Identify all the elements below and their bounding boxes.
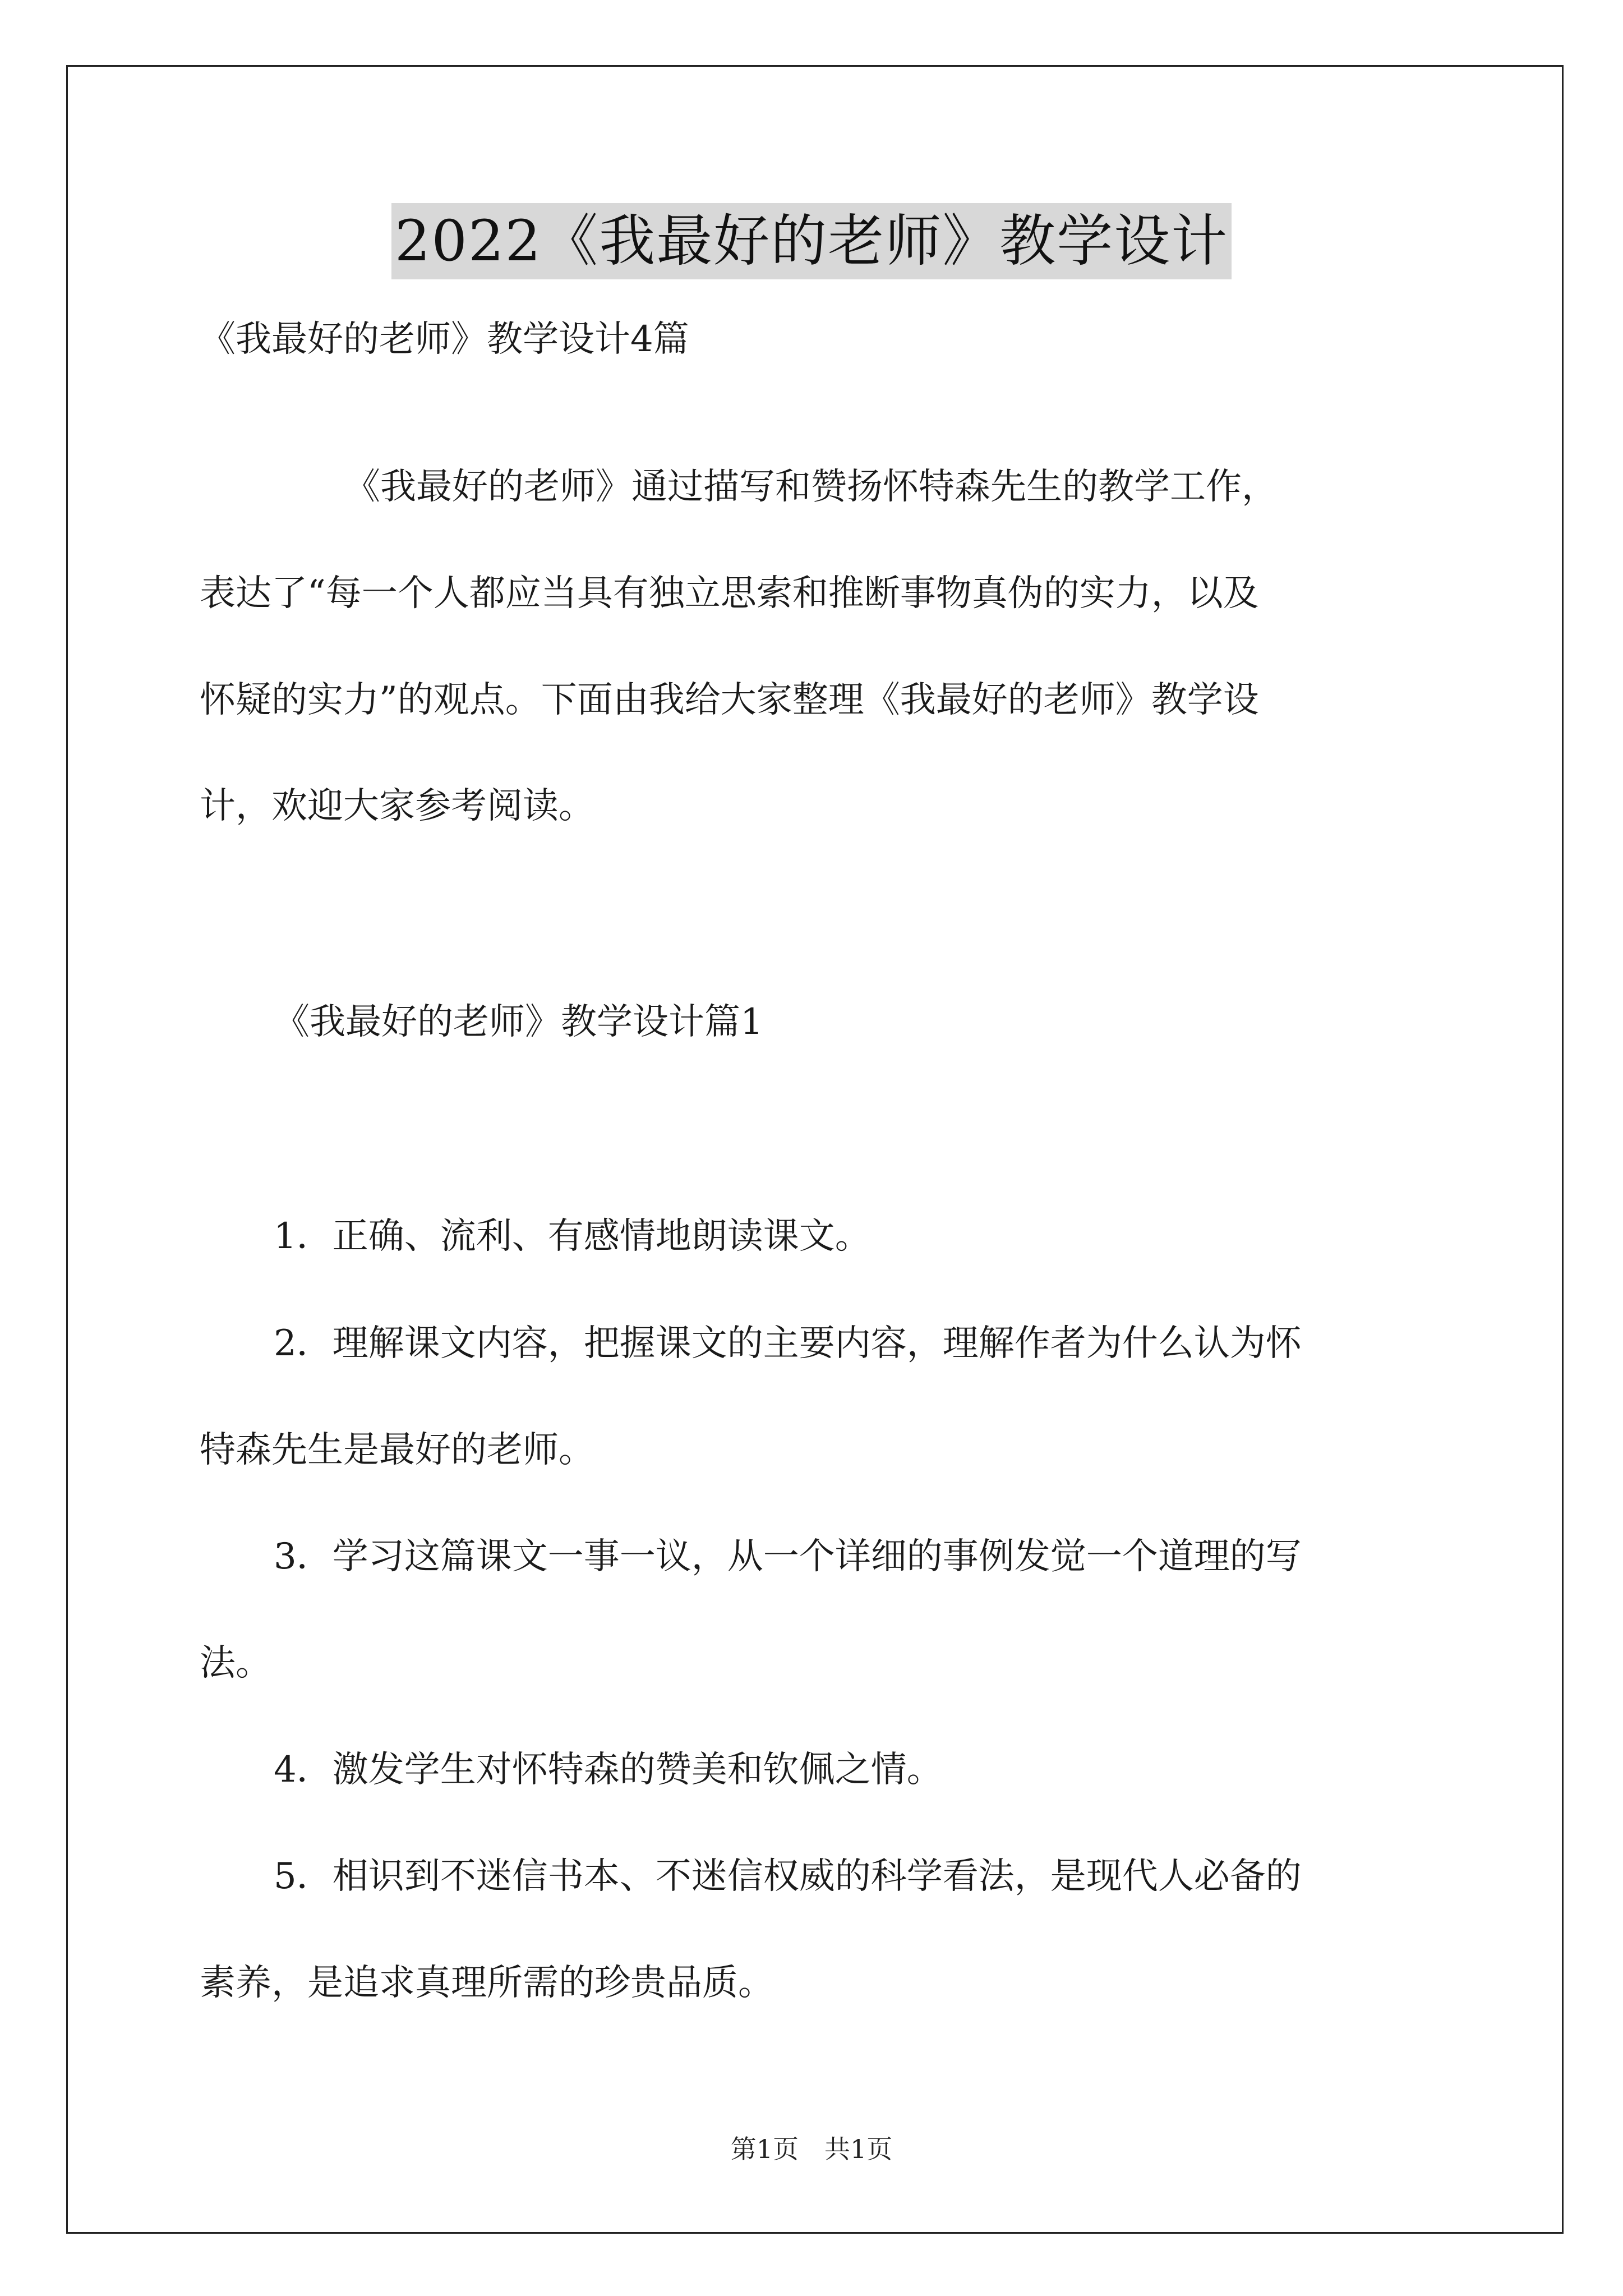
goal-line-2: 2．理解课文内容，把握课文的主要内容，理解作者为什么认为怀 [274,1323,1302,1364]
goal-line-3: 特森先生是最好的老师。 [200,1429,594,1471]
intro-line-1: 《我最好的老师》通过描写和赞扬怀特森先生的教学工作， [344,466,1278,508]
goal-line-1: 1．正确、流利、有感情地朗读课文。 [274,1216,871,1257]
title-container [0,203,1623,279]
intro-line-2: 表达了“每一个人都应当具有独立思索和推断事物真伪的实力，以及 [200,573,1259,614]
page-footer: 第1页 共1页 [730,2134,893,2164]
section-heading: 《我最好的老师》教学设计篇1 [274,1001,763,1043]
goal-line-7: 5．相识到不迷信书本、不迷信权威的科学看法，是现代人必备的 [274,1856,1302,1897]
goal-line-4: 3．学习这篇课文一事一议，从一个详细的事例发觉一个道理的写 [274,1536,1302,1577]
page-border [66,65,1564,2234]
goal-line-6: 4．激发学生对怀特森的赞美和钦佩之情。 [274,1749,943,1791]
document-title: 2022《我最好的老师》教学设计 [391,203,1232,279]
document-subtitle: 《我最好的老师》教学设计4篇 [200,319,689,360]
goal-line-5: 法。 [200,1642,271,1684]
intro-line-3: 怀疑的实力”的观点。下面由我给大家整理《我最好的老师》教学设 [200,679,1259,721]
intro-line-4: 计，欢迎大家参考阅读。 [200,785,594,827]
goal-line-8: 素养，是追求真理所需的珍贵品质。 [200,1962,774,2004]
